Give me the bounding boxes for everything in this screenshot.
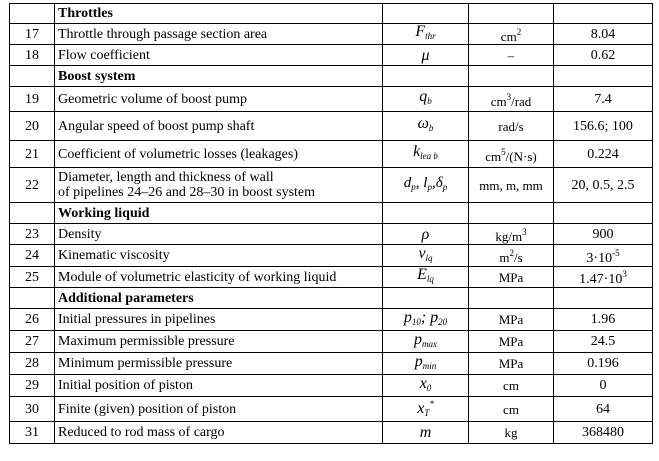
row-number: 26 <box>10 309 55 331</box>
param-symbol: $E_{lq}$ <box>383 267 469 288</box>
param-name: Flow coefficient <box>55 45 383 66</box>
param-value: 1.96 <box>554 309 653 331</box>
param-name: Geometric volume of boost pump <box>55 87 383 112</box>
param-value: 64 <box>554 397 653 422</box>
table-row <box>10 353 653 375</box>
param-value: $1.47\cdot 10^3$ <box>554 267 653 288</box>
param-unit: $m^2/s$ <box>469 245 554 267</box>
param-name: Throttle through passage section area <box>55 24 383 45</box>
param-symbol: $v_{lq}$ <box>383 245 469 267</box>
param-symbol: $x_0$ <box>383 375 469 397</box>
param-value: 24.5 <box>554 331 653 353</box>
section-row-liquid <box>10 203 653 224</box>
param-unit: cm <box>469 397 554 422</box>
param-unit: – <box>469 45 554 66</box>
section-row-additional <box>10 288 653 309</box>
param-name: Module of volumetric elasticity of working liquid <box>55 267 383 288</box>
param-unit: $kg/m^3$ <box>469 224 554 245</box>
table-row <box>10 267 653 288</box>
section-row-boost <box>10 66 653 87</box>
param-name: Maximum permissible pressure <box>55 331 383 353</box>
param-unit: $cm^2$ <box>469 24 554 45</box>
param-symbol: $F_{thr}$ <box>383 24 469 45</box>
table-row <box>10 24 653 45</box>
parameters-table <box>9 3 653 444</box>
param-unit: mm, m, mm <box>469 168 554 203</box>
param-symbol: $p_{min}$ <box>383 353 469 375</box>
param-unit: MPa <box>469 353 554 375</box>
table-row <box>10 309 653 331</box>
param-symbol: ρ <box>383 224 469 245</box>
table-row <box>10 45 653 66</box>
row-number: 22 <box>10 168 55 203</box>
table-row <box>10 397 653 422</box>
section-title: Boost system <box>55 66 383 87</box>
param-unit: $cm^5/(N\cdot s)$ <box>469 141 554 168</box>
param-unit: cm <box>469 375 554 397</box>
param-name: Density <box>55 224 383 245</box>
section-title: Working liquid <box>55 203 383 224</box>
param-unit: MPa <box>469 331 554 353</box>
param-value: 7.4 <box>554 87 653 112</box>
table-row <box>10 245 653 267</box>
section-row-throttles <box>10 4 653 24</box>
param-name: Reduced to rod mass of cargo <box>55 422 383 444</box>
param-value: 0 <box>554 375 653 397</box>
table-row <box>10 422 653 444</box>
row-number: 28 <box>10 353 55 375</box>
param-value: 0.62 <box>554 45 653 66</box>
row-number: 25 <box>10 267 55 288</box>
param-symbol: $p_{max}$ <box>383 331 469 353</box>
row-number: 29 <box>10 375 55 397</box>
param-name: Diameter, length and thickness of wall of pipelines 24–26 and 28–30 in boost system <box>55 168 383 203</box>
param-symbol: $\omega_b$ <box>383 112 469 141</box>
table-row <box>10 331 653 353</box>
row-number: 20 <box>10 112 55 141</box>
section-title: Throttles <box>55 4 383 24</box>
table-row <box>10 112 653 141</box>
section-title: Additional parameters <box>55 288 383 309</box>
param-symbol: m <box>383 422 469 444</box>
param-value: 368480 <box>554 422 653 444</box>
row-number: 27 <box>10 331 55 353</box>
param-name: Kinematic viscosity <box>55 245 383 267</box>
row-number: 18 <box>10 45 55 66</box>
param-unit: MPa <box>469 267 554 288</box>
row-number: 21 <box>10 141 55 168</box>
param-name: Coefficient of volumetric losses (leakages) <box>55 141 383 168</box>
param-name: Initial pressures in pipelines <box>55 309 383 331</box>
param-name: Initial position of piston <box>55 375 383 397</box>
param-unit: kg <box>469 422 554 444</box>
table-row <box>10 224 653 245</box>
row-number: 31 <box>10 422 55 444</box>
param-value: 0.224 <box>554 141 653 168</box>
param-value: 20, 0.5, 2.5 <box>554 168 653 203</box>
param-value: 8.04 <box>554 24 653 45</box>
param-name: Angular speed of boost pump shaft <box>55 112 383 141</box>
row-number: 19 <box>10 87 55 112</box>
param-symbol: μ <box>383 45 469 66</box>
table-row <box>10 87 653 112</box>
param-value: 0.196 <box>554 353 653 375</box>
row-number: 23 <box>10 224 55 245</box>
param-symbol: $d_p$, $l_p,\delta_p$ <box>383 168 469 203</box>
table-row <box>10 141 653 168</box>
param-name: Minimum permissible pressure <box>55 353 383 375</box>
table-row <box>10 168 653 203</box>
table-row <box>10 375 653 397</box>
param-symbol: $q_b$ <box>383 87 469 112</box>
param-unit: rad/s <box>469 112 554 141</box>
param-name: Finite (given) position of piston <box>55 397 383 422</box>
param-unit: MPa <box>469 309 554 331</box>
param-unit: $cm^3$/rad <box>469 87 554 112</box>
row-number: 30 <box>10 397 55 422</box>
param-value: $3\cdot 10^{-5}$ <box>554 245 653 267</box>
row-number: 24 <box>10 245 55 267</box>
param-symbol: $k_{lea b}$ <box>383 141 469 168</box>
param-symbol: $x_T^*$ <box>383 397 469 422</box>
row-number: 17 <box>10 24 55 45</box>
param-value: 900 <box>554 224 653 245</box>
param-symbol: $p_{10}$; $p_{20}$ <box>383 309 469 331</box>
param-value: 156.6; 100 <box>554 112 653 141</box>
